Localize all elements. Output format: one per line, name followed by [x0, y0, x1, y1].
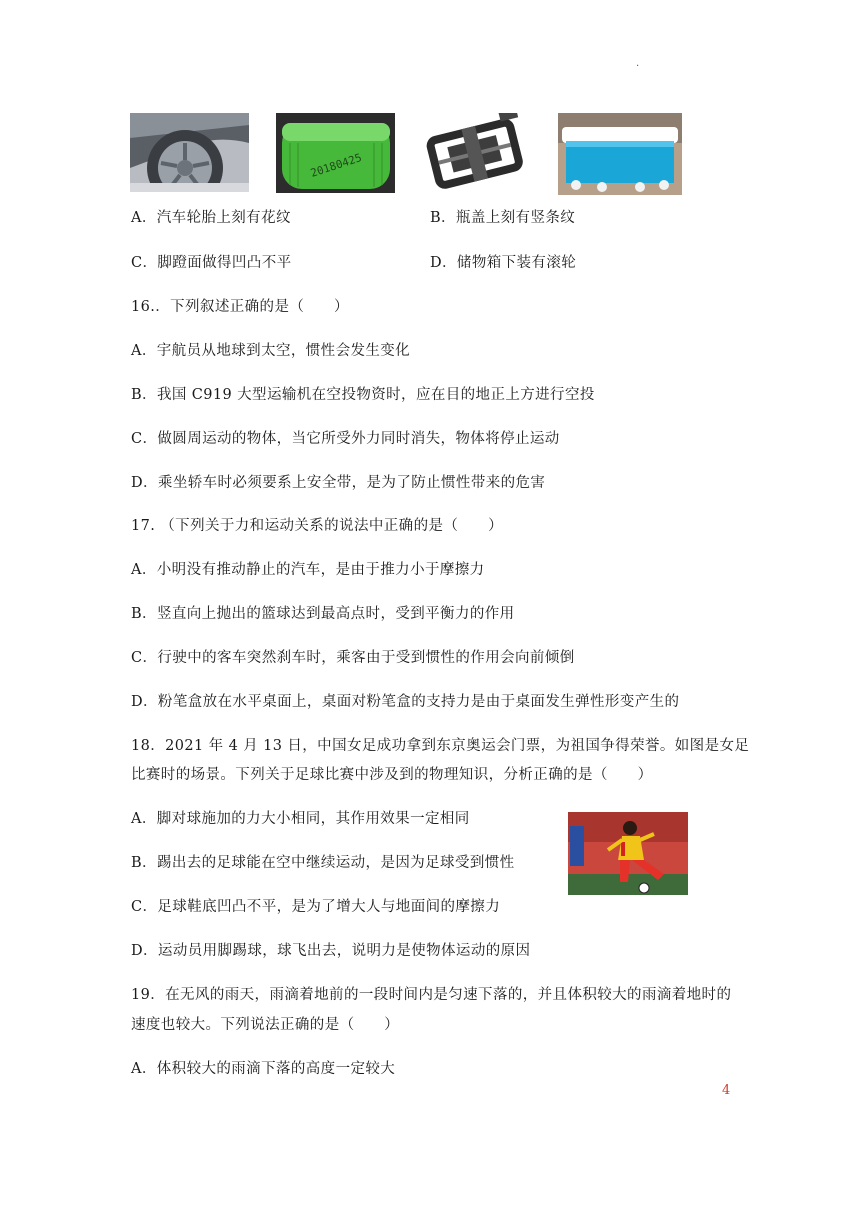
bottle-cap-image [276, 113, 395, 193]
q18-stem-line2: 比赛时的场景。下列关于足球比赛中涉及到的物理知识，分析正确的是（ ） [131, 767, 653, 783]
page-number: 4 [722, 1083, 731, 1098]
q19-stem-line2: 速度也较大。下列说法正确的是（ ） [131, 1017, 400, 1033]
q15-option-d: D．储物箱下装有滚轮 [430, 255, 577, 271]
q16-option-b: B．我国 C919 大型运输机在空投物资时，应在目的地正上方进行空投 [131, 387, 595, 403]
football-player-image [568, 812, 688, 895]
q17-option-b: B．竖直向上抛出的篮球达到最高点时，受到平衡力的作用 [131, 606, 515, 622]
q16-option-c: C．做圆周运动的物体，当它所受外力同时消失，物体将停止运动 [131, 431, 560, 447]
q18-option-d: D．运动员用脚踢球，球飞出去，说明力是使物体运动的原因 [131, 943, 531, 959]
q18-stem-line1: 18．2021 年 4 月 13 日，中国女足成功拿到东京奥运会门票，为祖国争得荣誉。如图是女足 [131, 738, 750, 754]
q17-option-a: A．小明没有推动静止的汽车，是由于推力小于摩擦力 [131, 562, 485, 578]
q15-option-a: A．汽车轮胎上刻有花纹 [131, 210, 291, 226]
q17-option-c: C．行驶中的客车突然刹车时，乘客由于受到惯性的作用会向前倾倒 [131, 650, 575, 666]
q17-stem: 17. （下列关于力和运动关系的说法中正确的是（ ） [131, 518, 503, 534]
q19-option-a: A．体积较大的雨滴下落的高度一定较大 [131, 1061, 396, 1077]
q16-option-d: D．乘坐轿车时必须要系上安全带，是为了防止惯性带来的危害 [131, 475, 546, 491]
q19-stem-line1: 19．在无风的雨天，雨滴着地前的一段时间内是匀速下落的，并且体积较大的雨滴着地时的 [131, 987, 732, 1003]
car-tire-image [130, 113, 249, 192]
bicycle-pedal-image [420, 113, 529, 194]
top-mark: . [636, 58, 640, 69]
q15-option-c: C．脚蹬面做得凹凸不平 [131, 255, 292, 271]
q16-option-a: A．宇航员从地球到太空，惯性会发生变化 [131, 343, 411, 359]
bottle-cap-print: 20180425 [308, 151, 364, 180]
q18-option-a: A．脚对球施加的力大小相同，其作用效果一定相同 [131, 811, 470, 827]
q15-option-b: B．瓶盖上刻有竖条纹 [430, 210, 576, 226]
storage-box-image [558, 113, 682, 195]
q18-option-c: C．足球鞋底凹凸不平，是为了增大人与地面间的摩擦力 [131, 899, 501, 915]
q17-option-d: D．粉笔盒放在水平桌面上，桌面对粉笔盒的支持力是由于桌面发生弹性形变产生的 [131, 694, 680, 710]
q18-option-b: B．踢出去的足球能在空中继续运动，是因为足球受到惯性 [131, 855, 515, 871]
q16-stem: 16.．下列叙述正确的是（ ） [131, 299, 349, 315]
